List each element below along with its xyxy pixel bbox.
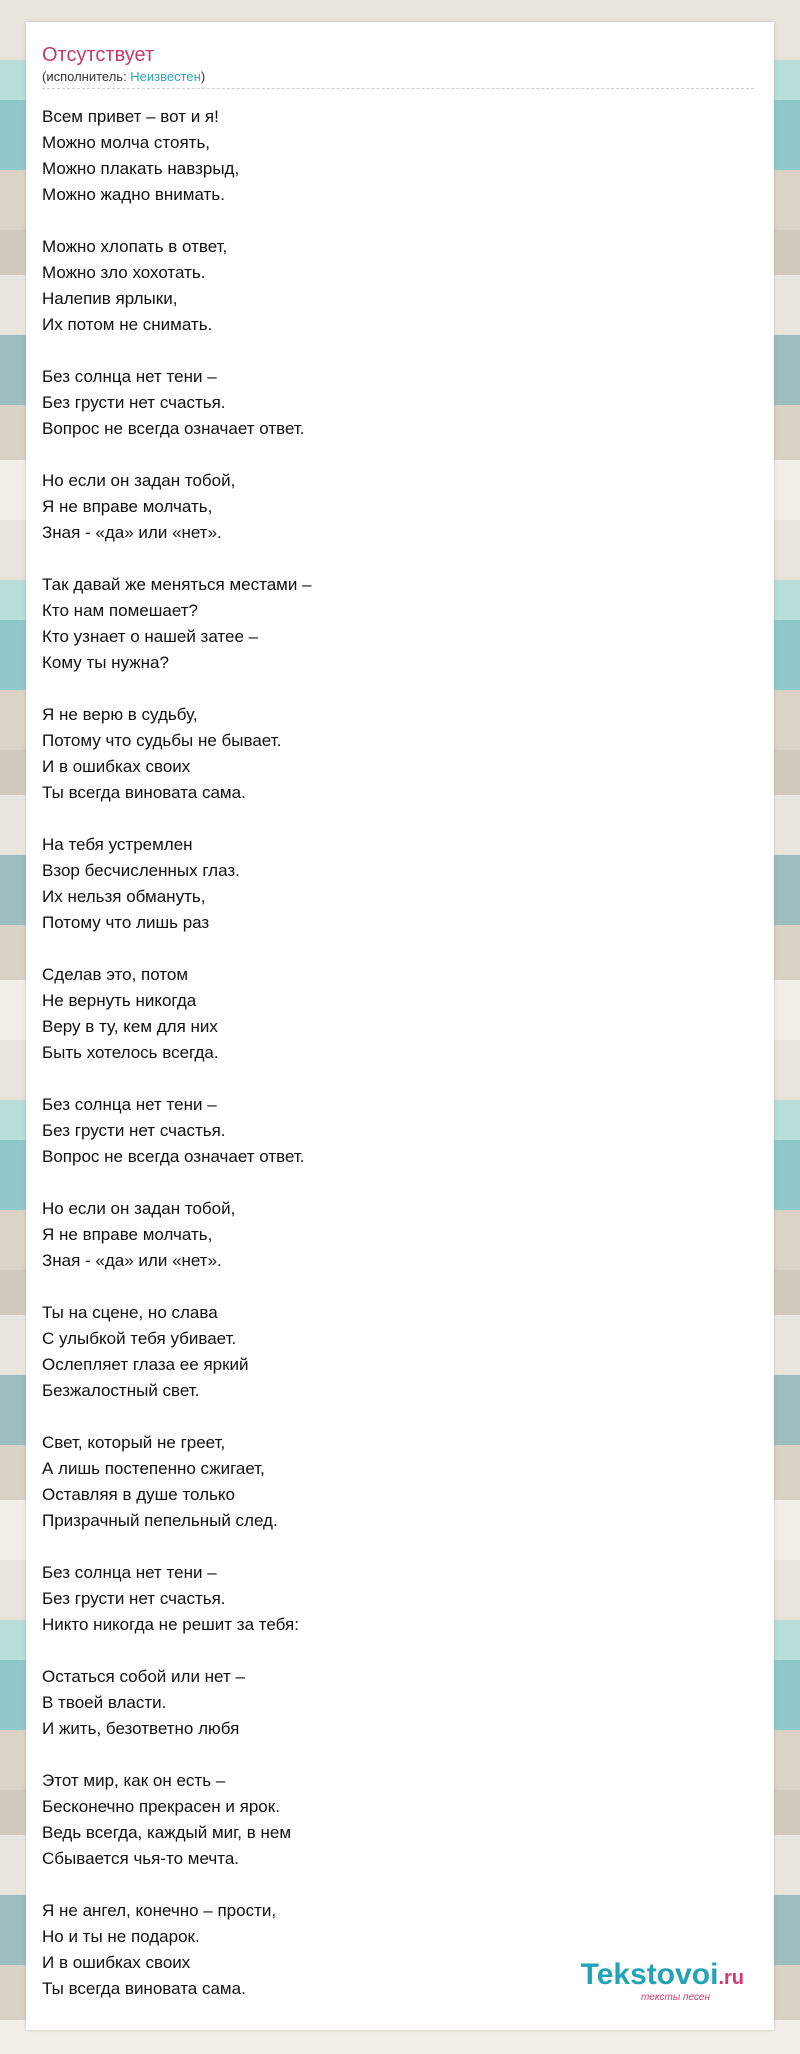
artist-link[interactable]: Неизвестен: [130, 69, 201, 84]
lyrics-line: И жить, безответно любя: [42, 1719, 240, 1738]
site-logo[interactable]: [581, 1959, 744, 2004]
lyrics-stanza: [42, 364, 754, 442]
lyrics-line: Потому что судьбы не бывает.: [42, 731, 282, 750]
lyrics-line: Бесконечно прекрасен и ярок.: [42, 1797, 280, 1816]
lyrics-line: Без грусти нет счастья.: [42, 1121, 226, 1140]
lyrics-line: Остаться собой или нет –: [42, 1667, 245, 1686]
lyrics-line: Ты всегда виновата сама.: [42, 783, 246, 802]
lyrics-line: Налепив ярлыки,: [42, 289, 178, 308]
lyrics-stanza: [42, 1092, 754, 1170]
lyrics-line: Кто узнает о нашей затее –: [42, 627, 259, 646]
lyrics-body: [42, 104, 754, 2028]
lyrics-stanza: [42, 572, 754, 676]
lyrics-line: Никто никогда не решит за тебя:: [42, 1615, 299, 1634]
lyrics-line: На тебя устремлен: [42, 835, 193, 854]
lyrics-line: Я не ангел, конечно – прости,: [42, 1901, 277, 1920]
lyrics-stanza: [42, 104, 754, 208]
logo-tld: .ru: [718, 1967, 744, 1989]
lyrics-line: Ослепляет глаза ее яркий: [42, 1355, 249, 1374]
lyrics-line: Призрачный пепельный след.: [42, 1511, 278, 1530]
lyrics-stanza: [42, 468, 754, 546]
lyrics-line: Так давай же меняться местами –: [42, 575, 312, 594]
lyrics-line: Ты всегда виновата сама.: [42, 1979, 246, 1998]
lyrics-line: В твоей власти.: [42, 1693, 167, 1712]
lyrics-line: Но если он задан тобой,: [42, 1199, 236, 1218]
lyrics-line: Зная - «да» или «нет».: [42, 523, 222, 542]
lyrics-stanza: [42, 832, 754, 936]
lyrics-line: Зная - «да» или «нет».: [42, 1251, 222, 1270]
lyrics-line: Без грусти нет счастья.: [42, 393, 226, 412]
artist-line: [42, 68, 754, 86]
lyrics-line: Сделав это, потом: [42, 965, 189, 984]
lyrics-line: Безжалостный свет.: [42, 1381, 200, 1400]
lyrics-line: А лишь постепенно сжигает,: [42, 1459, 265, 1478]
lyrics-line: Свет, который не греет,: [42, 1433, 226, 1452]
lyrics-line: Ты на сцене, но слава: [42, 1303, 218, 1322]
lyrics-stanza: [42, 1664, 754, 1742]
lyrics-line: Потому что лишь раз: [42, 913, 210, 932]
lyrics-line: Но если он задан тобой,: [42, 471, 236, 490]
lyrics-line: Сбывается чья-то мечта.: [42, 1849, 240, 1868]
artist-prefix: (исполнитель:: [42, 69, 131, 84]
lyrics-line: Можно хлопать в ответ,: [42, 237, 228, 256]
lyrics-line: Быть хотелось всегда.: [42, 1043, 219, 1062]
artist-suffix: ): [200, 69, 206, 84]
lyrics-line: Взор бесчисленных глаз.: [42, 861, 240, 880]
lyrics-line: Без солнца нет тени –: [42, 367, 217, 386]
lyrics-line: Можно плакать навзрыд,: [42, 159, 240, 178]
lyrics-line: С улыбкой тебя убивает.: [42, 1329, 237, 1348]
lyrics-line: И в ошибках своих: [42, 757, 191, 776]
lyrics-line: Веру в ту, кем для них: [42, 1017, 218, 1036]
lyrics-line: Но и ты не подарок.: [42, 1927, 200, 1946]
lyrics-line: Можно зло хохотать.: [42, 263, 206, 282]
lyrics-line: Их потом не снимать.: [42, 315, 213, 334]
lyrics-line: Кто нам помешает?: [42, 601, 198, 620]
lyrics-stanza: [42, 962, 754, 1066]
lyrics-stanza: [42, 702, 754, 806]
lyrics-stanza: [42, 1560, 754, 1638]
song-header: [42, 42, 754, 89]
lyrics-line: Всем привет – вот и я!: [42, 107, 219, 126]
lyrics-line: Этот мир, как он есть –: [42, 1771, 226, 1790]
lyrics-stanza: [42, 1300, 754, 1404]
lyrics-line: Кому ты нужна?: [42, 653, 169, 672]
lyrics-line: И в ошибках своих: [42, 1953, 191, 1972]
logo-wordmark: [581, 1959, 744, 1994]
lyrics-line: Без грусти нет счастья.: [42, 1589, 226, 1608]
lyrics-line: Я не вправе молчать,: [42, 1225, 213, 1244]
logo-tagline: тексты песен: [641, 1992, 710, 2003]
lyrics-line: Их нельзя обмануть,: [42, 887, 206, 906]
lyrics-line: Можно жадно внимать.: [42, 185, 225, 204]
lyrics-stanza: [42, 1430, 754, 1534]
lyrics-stanza: [42, 234, 754, 338]
song-title: Отсутствует: [42, 44, 155, 66]
lyrics-page: [26, 22, 774, 2030]
logo-name: Tekstovoi: [580, 1958, 719, 1991]
lyrics-line: Оставляя в душе только: [42, 1485, 235, 1504]
lyrics-line: Я не вправе молчать,: [42, 497, 213, 516]
lyrics-line: Ведь всегда, каждый миг, в нем: [42, 1823, 292, 1842]
lyrics-line: Я не верю в судьбу,: [42, 705, 198, 724]
lyrics-line: Без солнца нет тени –: [42, 1095, 217, 1114]
lyrics-stanza: [42, 1768, 754, 1872]
lyrics-line: Вопрос не всегда означает ответ.: [42, 1147, 305, 1166]
lyrics-line: Вопрос не всегда означает ответ.: [42, 419, 305, 438]
lyrics-line: Не вернуть никогда: [42, 991, 197, 1010]
lyrics-line: Без солнца нет тени –: [42, 1563, 217, 1582]
lyrics-line: Можно молча стоять,: [42, 133, 211, 152]
lyrics-stanza: [42, 1196, 754, 1274]
